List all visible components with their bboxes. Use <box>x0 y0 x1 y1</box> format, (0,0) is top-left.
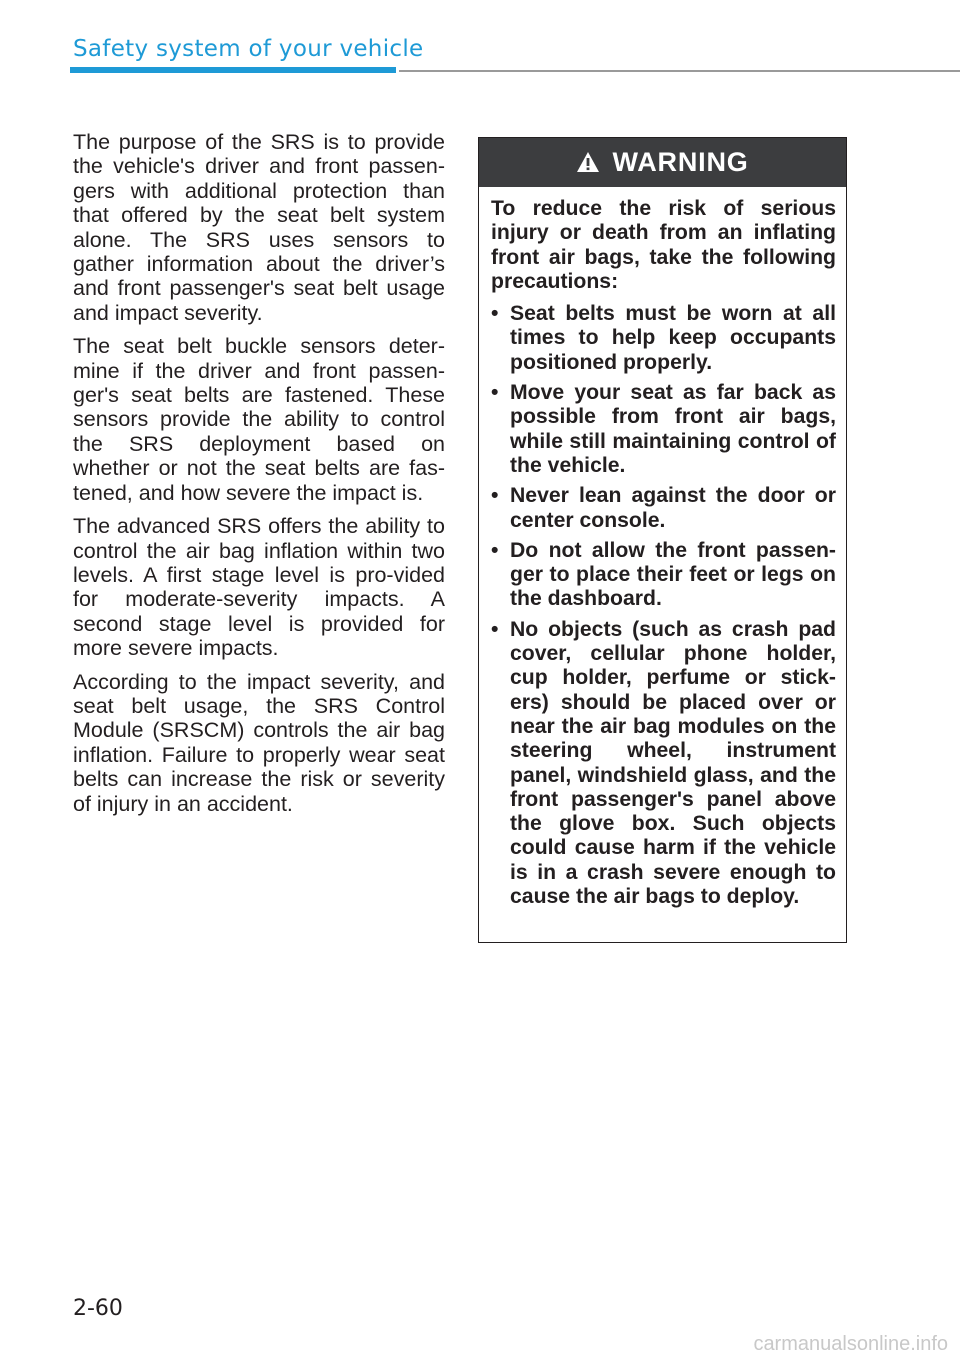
warning-list <box>491 302 836 909</box>
body-text-column <box>73 130 445 825</box>
section-title: Safety system of your vehicle <box>73 36 424 62</box>
page-number: 2-60 <box>73 1296 123 1321</box>
warning-title: WARNING <box>612 147 749 177</box>
title-underline-accent <box>70 67 396 73</box>
warning-item: • Never lean against the door or center console. <box>491 484 836 533</box>
warning-box <box>478 137 847 943</box>
body-paragraph: According to the impact severity, and seat belt usage, the SRS Control Module (SRSCM) controls the air bag inflation. Failure to properly wear seat belts can increase the risk or severity of injury in an accident. <box>73 669 445 816</box>
warning-body <box>479 187 846 909</box>
warning-item: • No objects (such as crash pad cover, cellular phone holder, cup holder, perfume or stick-ers) should be placed over or near the air bag modules on the steering wheel, instrument panel, windshield glass, and the front passenger's panel above the glove box. Such objects could cause harm if the vehicle is in a crash severe enough to cause the air bags to deploy. <box>491 618 836 910</box>
watermark: carmanualsonline.info <box>753 1333 948 1355</box>
page-header <box>0 0 960 90</box>
warning-header <box>479 138 846 187</box>
warning-intro: To reduce the risk of serious injury or death from an inflating front air bags, take the following precautions: <box>491 197 836 293</box>
warning-item: • Seat belts must be worn at all times to help keep occupants positioned properly. <box>491 302 836 375</box>
title-rule <box>399 70 960 72</box>
body-paragraph: The seat belt buckle sensors deter-mine if the driver and front passen-ger's seat belts are fastened. These sensors provide the ability to control the SRS deployment based on whether or not the seat belts are fas-tened, and how severe the impact is. <box>73 334 445 505</box>
warning-item: • Do not allow the front passen-ger to place their feet or legs on the dashboard. <box>491 539 836 612</box>
warning-triangle-icon <box>576 151 600 173</box>
body-paragraph: The purpose of the SRS is to provide the vehicle's driver and front passen-gers with additional protection than that offered by the seat belt system alone. The SRS uses sensors to gather information about the driver’s and front passenger's seat belt usage and impact severity. <box>73 130 445 325</box>
warning-item: • Move your seat as far back as possible from front air bags, while still maintaining control of the vehicle. <box>491 381 836 478</box>
body-paragraph: The advanced SRS offers the ability to control the air bag inflation within two levels. A first stage level is pro-vided for moderate-severity impacts. A second stage level is provided for more severe impacts. <box>73 514 445 661</box>
